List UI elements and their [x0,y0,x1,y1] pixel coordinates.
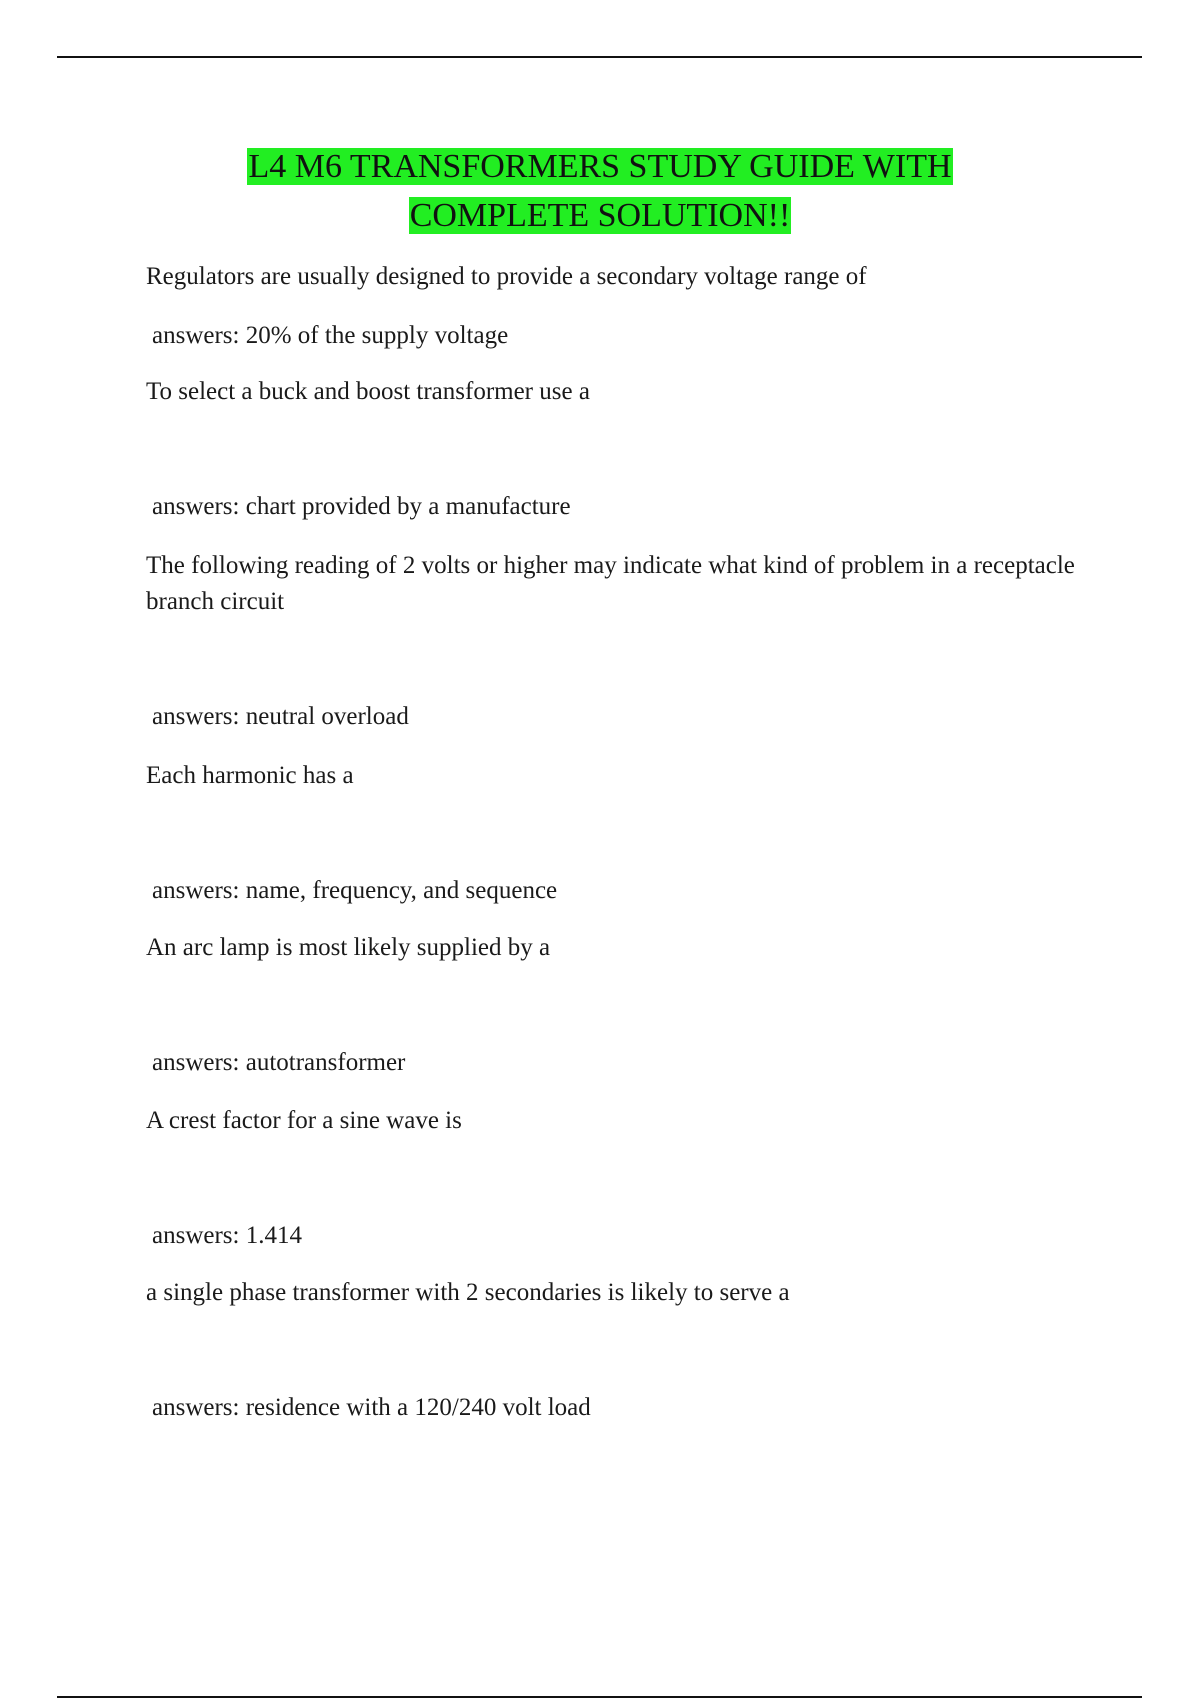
question-text: The following reading of 2 volts or higher may indicate what kind of problem in a receptacle branch circuit [146,552,1075,615]
question-text: a single phase transformer with 2 secondaries is likely to serve a [146,1279,790,1306]
answer-text: answers: residence with a 120/240 volt load [152,1394,591,1421]
question-text: Each harmonic has a [146,762,354,789]
answer-text: answers: name, frequency, and sequence [152,877,558,904]
question-text: An arc lamp is most likely supplied by a [146,934,551,961]
question-text: Regulators are usually designed to provide a secondary voltage range of [146,263,867,290]
document-title [0,142,1200,240]
question-text: To select a buck and boost transformer use a [146,378,590,405]
answer-text: answers: 1.414 [152,1222,302,1249]
answer-text: answers: neutral overload [152,703,409,730]
question-text: A crest factor for a sine wave is [146,1107,462,1134]
answer-text: answers: chart provided by a manufacture [152,493,571,520]
bottom-rule [57,1696,1142,1698]
answer-text: answers: autotransformer [152,1049,406,1076]
title-line-2: COMPLETE SOLUTION!! [409,197,791,234]
answer-text: answers: 20% of the supply voltage [152,322,509,349]
title-line-1: L4 M6 TRANSFORMERS STUDY GUIDE WITH [248,148,952,185]
top-rule [57,56,1142,58]
